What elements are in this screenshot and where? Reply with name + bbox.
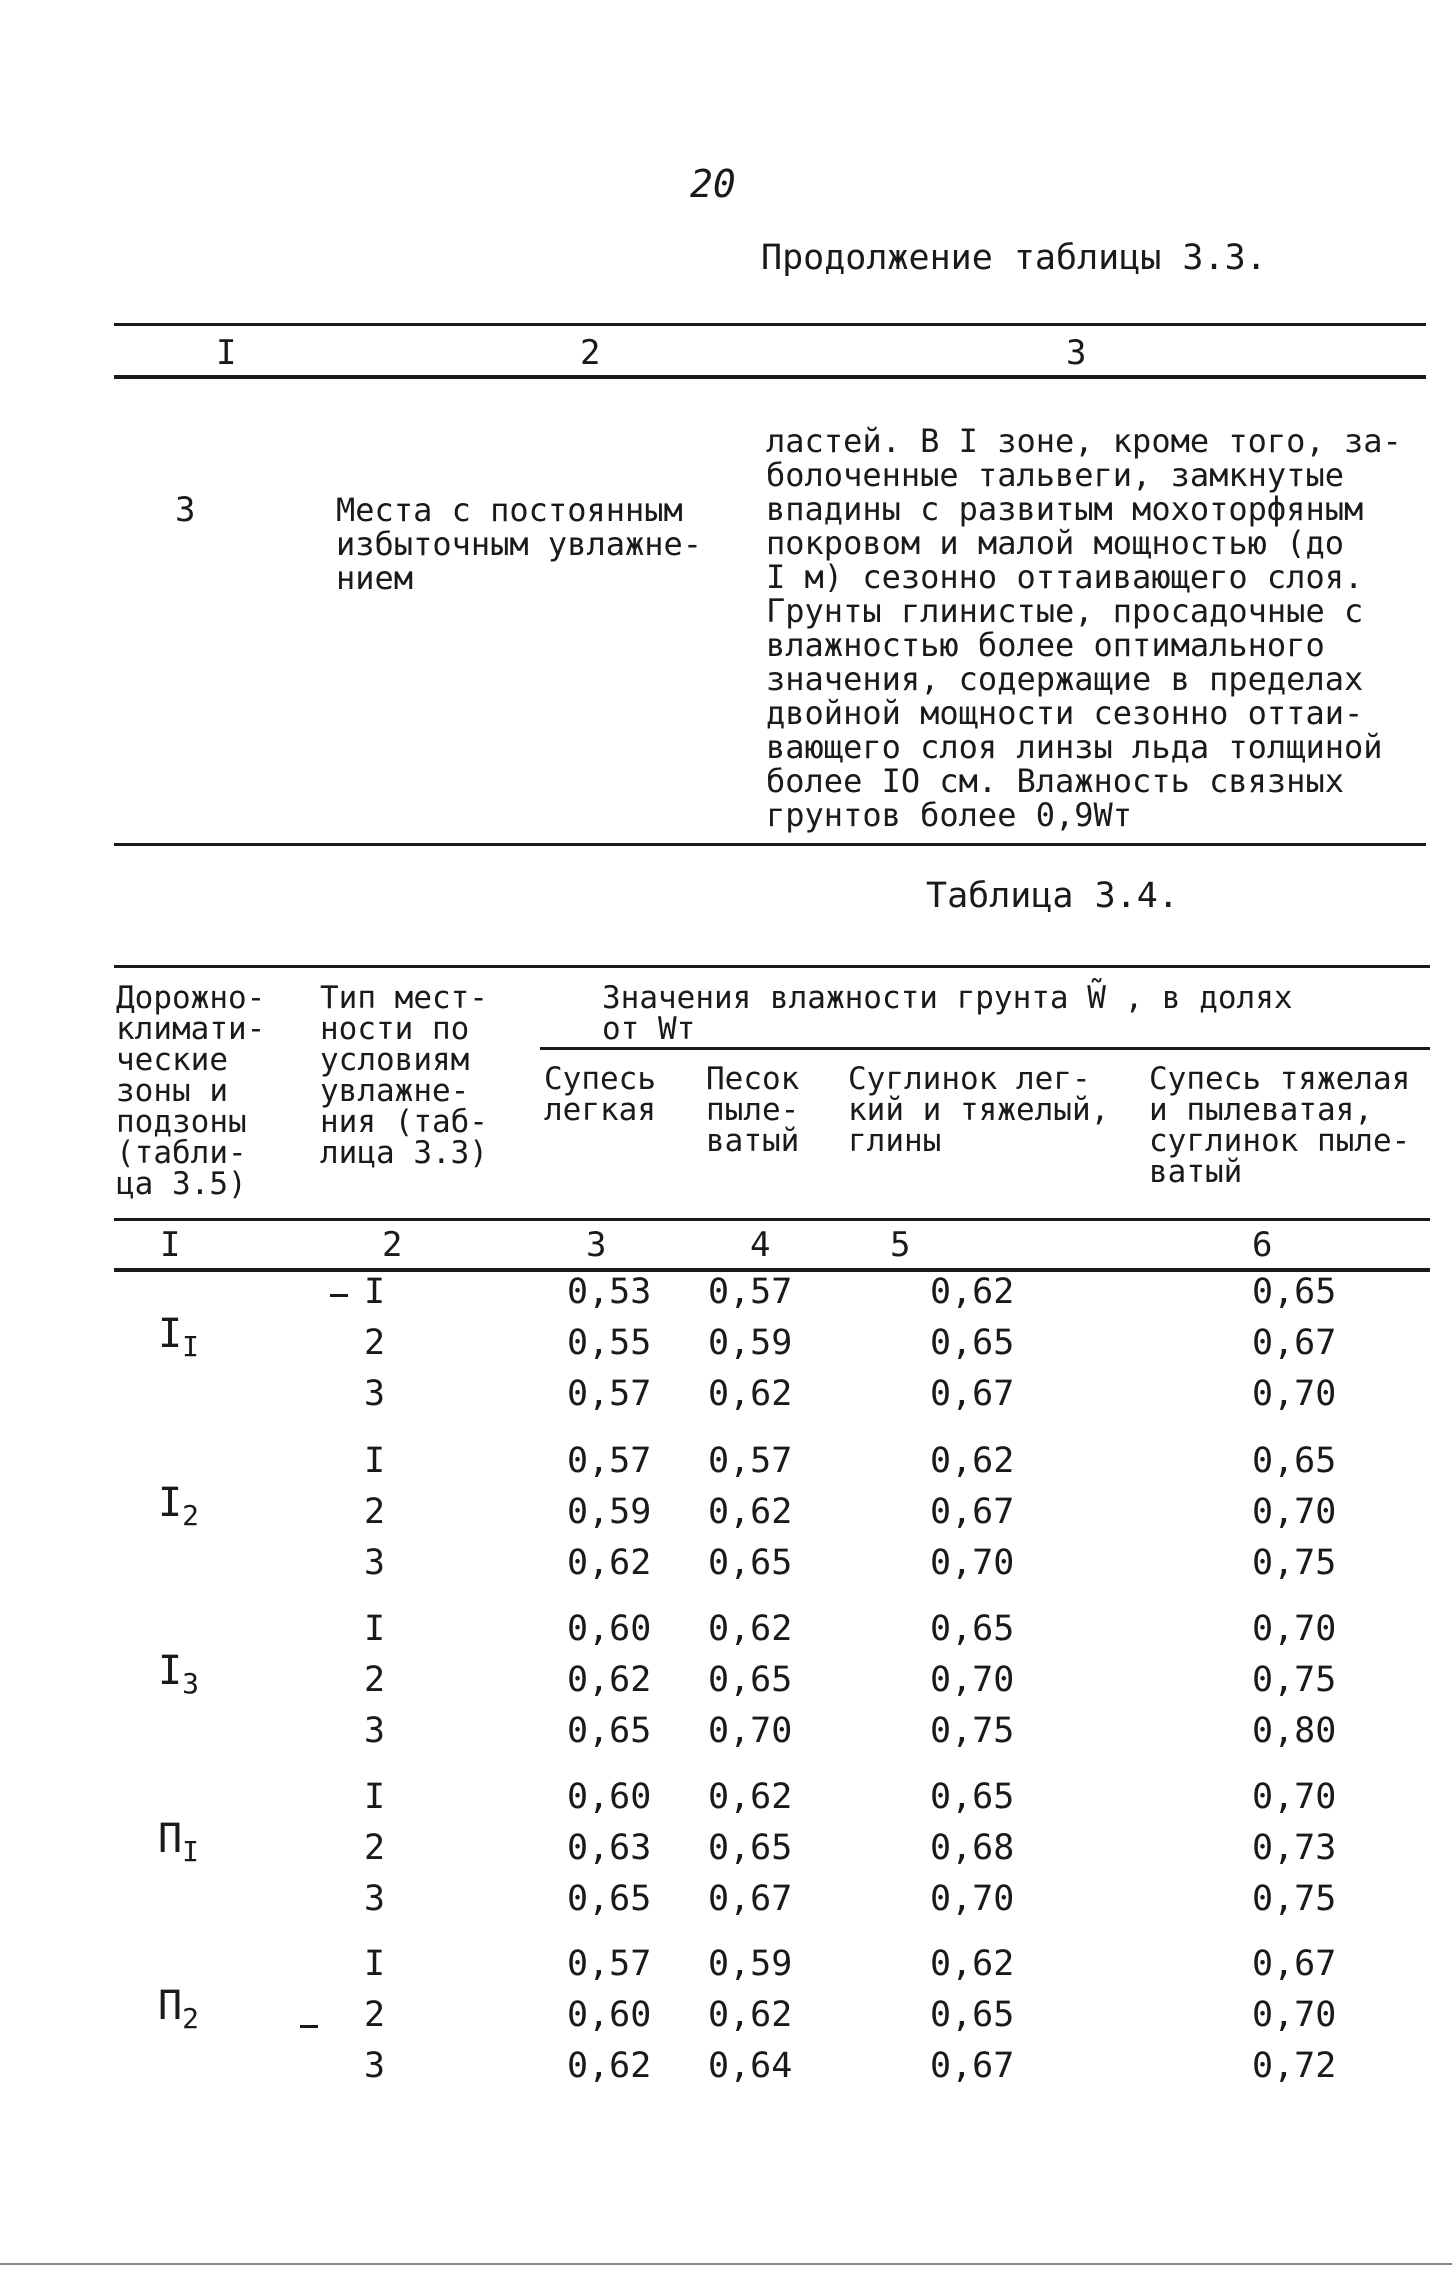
zone-main: I (158, 1311, 183, 1357)
table-rule (114, 1218, 1430, 1221)
moisture-value: 0,62 (930, 1944, 1015, 1984)
moisture-value: 0,53 (567, 1272, 652, 1312)
page-number: 20 (690, 162, 736, 206)
text-line: покровом и малой мощностью (до (766, 524, 1344, 562)
col-number: 6 (1252, 1225, 1273, 1265)
moisture-value: 0,67 (1252, 1944, 1337, 1984)
text-line: грунтов более 0,9Wт (766, 796, 1133, 834)
text-line: и пылеватая, (1149, 1092, 1373, 1128)
moisture-value: 0,62 (708, 1995, 793, 2035)
description-cell (766, 424, 1402, 832)
moisture-value: 0,57 (708, 1272, 793, 1312)
moisture-value: 0,62 (930, 1272, 1015, 1312)
col-number: I (160, 1225, 181, 1265)
moisture-value: 0,72 (1252, 2046, 1337, 2086)
text-line: Тип мест- (320, 980, 488, 1016)
zone-main: П (158, 1816, 183, 1862)
moisture-value: 0,67 (708, 1879, 793, 1919)
zone-subscript: I (182, 1835, 199, 1868)
header-silty-sand (706, 1061, 800, 1159)
text-line: Дорожно- (116, 980, 266, 1016)
margin-mark (300, 2025, 318, 2028)
text-line: Значения влажности грунта W̃ , в долях (602, 980, 1293, 1016)
text-line: ности по (320, 1011, 470, 1047)
text-line: Супесь тяжелая (1149, 1061, 1411, 1097)
text-line: вающего слоя линзы льда толщиной (766, 728, 1383, 766)
moisture-value: 0,57 (567, 1944, 652, 1984)
moisture-value: 0,70 (1252, 1374, 1337, 1414)
text-line: впадины с развитым мохоторфяным (766, 490, 1364, 528)
terrain-type-value: 2 (364, 1660, 386, 1700)
moisture-value: 0,60 (567, 1995, 652, 2035)
text-line: более IO см. Влажность связных (766, 762, 1344, 800)
page-edge-line (0, 2263, 1452, 2265)
col-number: 3 (586, 1225, 607, 1265)
text-line: Суглинок лег- (848, 1061, 1091, 1097)
text-line: Места с постоянным (336, 491, 683, 529)
moisture-value: 0,57 (567, 1441, 652, 1481)
col-number: 4 (750, 1225, 771, 1265)
terrain-type-value: 2 (364, 1492, 386, 1532)
table-rule (540, 1047, 1430, 1050)
terrain-type-value: 2 (364, 1828, 386, 1868)
moisture-value: 0,60 (567, 1609, 652, 1649)
text-line: легкая (544, 1092, 656, 1128)
zone-subscript: 2 (182, 2002, 199, 2035)
terrain-type-value: I (364, 1609, 386, 1649)
text-line: значения, содержащие в пределах (766, 660, 1364, 698)
terrain-type-value: 3 (364, 1711, 386, 1751)
table-3-3-caption: Продолжение таблицы 3.3. (761, 238, 1267, 278)
moisture-value: 0,65 (1252, 1272, 1337, 1312)
header-terrain-type (320, 980, 488, 1171)
moisture-value: 0,63 (567, 1828, 652, 1868)
terrain-type-value: I (364, 1441, 386, 1481)
text-line: пыле- (706, 1092, 800, 1128)
text-line: Грунты глинистые, просадочные с (766, 592, 1364, 630)
moisture-value: 0,65 (930, 1995, 1015, 2035)
zone-label (158, 1648, 199, 1700)
text-line: Супесь (544, 1061, 656, 1097)
col-number: 2 (580, 333, 601, 373)
moisture-value: 0,59 (708, 1323, 793, 1363)
header-heavy-sandy-loam (1149, 1061, 1411, 1190)
terrain-type-cell (336, 493, 702, 595)
moisture-value: 0,70 (930, 1543, 1015, 1583)
moisture-value: 0,70 (708, 1711, 793, 1751)
moisture-value: 0,62 (567, 1660, 652, 1700)
row-number: 3 (175, 490, 196, 530)
table-3-4-caption: Таблица 3.4. (926, 876, 1179, 916)
terrain-type-value: 3 (364, 1374, 386, 1414)
zone-subscript: 3 (182, 1667, 199, 1700)
terrain-type-value: I (364, 1272, 386, 1312)
moisture-value: 0,75 (1252, 1660, 1337, 1700)
text-line: зоны и (116, 1073, 228, 1109)
moisture-value: 0,65 (930, 1609, 1015, 1649)
header-moisture-values (602, 980, 1293, 1047)
moisture-value: 0,62 (708, 1374, 793, 1414)
moisture-value: 0,62 (567, 1543, 652, 1583)
col-number: I (216, 333, 237, 373)
text-line: Песок (706, 1061, 800, 1097)
text-line: нием (336, 559, 414, 597)
text-line: ния (таб- (320, 1104, 488, 1140)
moisture-value: 0,70 (1252, 1777, 1337, 1817)
table-rule (114, 965, 1430, 968)
text-line: кий и тяжелый, (848, 1092, 1110, 1128)
zone-subscript: I (182, 1330, 199, 1363)
moisture-value: 0,65 (567, 1879, 652, 1919)
text-line: I м) сезонно оттаивающего слоя. (766, 558, 1364, 596)
text-line: двойной мощности сезонно оттаи- (766, 694, 1364, 732)
table-rule (114, 375, 1426, 379)
moisture-value: 0,65 (1252, 1441, 1337, 1481)
moisture-value: 0,73 (1252, 1828, 1337, 1868)
moisture-value: 0,70 (930, 1879, 1015, 1919)
text-line: избыточным увлажне- (336, 525, 703, 563)
zone-main: I (158, 1648, 183, 1694)
text-line: увлажне- (320, 1073, 470, 1109)
zone-main: П (158, 1983, 183, 2029)
terrain-type-value: 3 (364, 2046, 386, 2086)
margin-mark (330, 1294, 348, 1297)
text-line: климати- (116, 1011, 266, 1047)
terrain-type-value: I (364, 1777, 386, 1817)
zone-subscript: 2 (182, 1499, 199, 1532)
moisture-value: 0,67 (930, 1374, 1015, 1414)
zone-label (158, 1816, 199, 1868)
col-number: 5 (890, 1225, 911, 1265)
col-number: 3 (1066, 333, 1087, 373)
moisture-value: 0,70 (930, 1660, 1015, 1700)
terrain-type-value: 2 (364, 1995, 386, 2035)
moisture-value: 0,75 (1252, 1879, 1337, 1919)
text-line: ца 3.5) (116, 1166, 247, 1202)
moisture-value: 0,65 (708, 1660, 793, 1700)
moisture-value: 0,62 (708, 1777, 793, 1817)
zone-label (158, 1480, 199, 1532)
moisture-value: 0,62 (567, 2046, 652, 2086)
moisture-value: 0,65 (708, 1828, 793, 1868)
text-line: условиям (320, 1042, 470, 1078)
moisture-value: 0,62 (708, 1609, 793, 1649)
terrain-type-value: 3 (364, 1543, 386, 1583)
text-line: влажностью более оптимального (766, 626, 1325, 664)
moisture-value: 0,59 (567, 1492, 652, 1532)
text-line: от Wт (602, 1011, 696, 1047)
text-line: (табли- (116, 1135, 247, 1171)
moisture-value: 0,67 (930, 1492, 1015, 1532)
moisture-value: 0,68 (930, 1828, 1015, 1868)
moisture-value: 0,65 (930, 1323, 1015, 1363)
moisture-value: 0,75 (1252, 1543, 1337, 1583)
moisture-value: 0,70 (1252, 1492, 1337, 1532)
moisture-value: 0,75 (930, 1711, 1015, 1751)
moisture-value: 0,59 (708, 1944, 793, 1984)
moisture-value: 0,64 (708, 2046, 793, 2086)
moisture-value: 0,57 (708, 1441, 793, 1481)
moisture-value: 0,55 (567, 1323, 652, 1363)
zone-label (158, 1311, 199, 1363)
terrain-type-value: 2 (364, 1323, 386, 1363)
moisture-value: 0,65 (708, 1543, 793, 1583)
moisture-value: 0,65 (930, 1777, 1015, 1817)
text-line: суглинок пыле- (1149, 1123, 1411, 1159)
header-zones (116, 980, 266, 1202)
text-line: подзоны (116, 1104, 247, 1140)
moisture-value: 0,65 (567, 1711, 652, 1751)
text-line: болоченные тальвеги, замкнутые (766, 456, 1344, 494)
moisture-value: 0,62 (930, 1441, 1015, 1481)
text-line: ческие (116, 1042, 228, 1078)
text-line: лица 3.3) (320, 1135, 488, 1171)
moisture-value: 0,80 (1252, 1711, 1337, 1751)
zone-label (158, 1983, 199, 2035)
text-line: ватый (1149, 1154, 1243, 1190)
text-line: ватый (706, 1123, 800, 1159)
table-rule (114, 323, 1426, 326)
moisture-value: 0,70 (1252, 1609, 1337, 1649)
moisture-value: 0,60 (567, 1777, 652, 1817)
moisture-value: 0,62 (708, 1492, 793, 1532)
header-loam-clay (848, 1061, 1110, 1159)
table-rule (114, 843, 1426, 846)
terrain-type-value: I (364, 1944, 386, 1984)
header-light-sandy-loam (544, 1061, 656, 1128)
moisture-value: 0,57 (567, 1374, 652, 1414)
moisture-value: 0,70 (1252, 1995, 1337, 2035)
moisture-value: 0,67 (930, 2046, 1015, 2086)
col-number: 2 (382, 1225, 403, 1265)
text-line: ластей. В I зоне, кроме того, за- (766, 422, 1402, 460)
terrain-type-value: 3 (364, 1879, 386, 1919)
zone-main: I (158, 1480, 183, 1526)
moisture-value: 0,67 (1252, 1323, 1337, 1363)
text-line: глины (848, 1123, 942, 1159)
